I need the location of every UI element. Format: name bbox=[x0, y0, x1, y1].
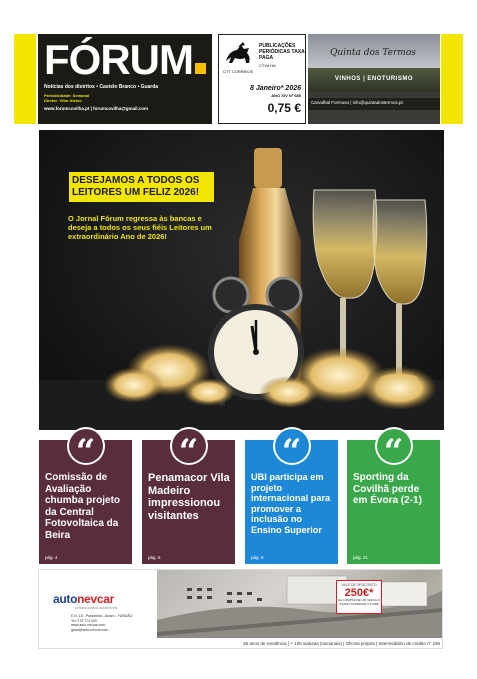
quote-icon: “ bbox=[172, 429, 206, 463]
issue-number: ANO XIV Nº 680 bbox=[271, 93, 301, 98]
hero-subhead: O Jornal Fórum regressa às bancas e deseja a todos os seus fiéis Leitores um extraordinário Ano de 2026! bbox=[68, 214, 212, 241]
newspaper-logo: FÓRUM bbox=[44, 38, 206, 82]
story-card[interactable] bbox=[347, 432, 440, 564]
yellow-accent-left bbox=[14, 34, 36, 124]
story-card[interactable] bbox=[39, 432, 132, 564]
story-card[interactable] bbox=[142, 432, 235, 564]
phone-line: Tel. 275 774 000 bbox=[71, 618, 97, 623]
postal-caption: CTT CORREIOS bbox=[223, 69, 254, 74]
hero-headline bbox=[69, 172, 214, 202]
website-email: www.forumcovilha.pt | forumcovilha@gmail.com bbox=[44, 106, 148, 111]
story-title: Comissão de Avaliação chumba projeto da Central Fotovoltaica da Beira bbox=[45, 472, 121, 541]
ad-contact: Carvalhal Formoso | info@quintadostermos.pt bbox=[311, 100, 403, 105]
quote-badge bbox=[375, 427, 413, 472]
ad-address bbox=[71, 614, 132, 632]
autonevcar-logo: autonevcar bbox=[53, 592, 115, 606]
story-page: pág. 5 bbox=[148, 555, 161, 560]
web-line: www.auto-nevcar.com bbox=[71, 623, 106, 628]
logo-block bbox=[38, 34, 212, 124]
director-label: Diretor: Vítor Aleixo bbox=[44, 98, 82, 103]
headline-line-1: DESEJAMOS A TODOS OS bbox=[72, 175, 200, 186]
postal-title: PUBLICAÇÕES PERIÓDICAS TAXA PAGA bbox=[259, 43, 305, 61]
promo-condition: NA COMPRA DE UM VEÍCULO USADO SUPERIOR A 5.000€ bbox=[337, 598, 381, 606]
logo-dot bbox=[195, 63, 206, 74]
dealership-aerial-photo bbox=[157, 570, 443, 638]
masthead bbox=[14, 34, 463, 124]
story-title: UBI participa em projeto internacional para promover a inclusão no Ensino Superior bbox=[251, 472, 331, 535]
yellow-accent-right bbox=[441, 34, 463, 124]
headline-line-2: LEITORES UM FELIZ 2026! bbox=[72, 187, 200, 198]
hero-image[interactable] bbox=[39, 130, 444, 430]
issue-date: 8 Janeiro* 2026 bbox=[250, 85, 301, 92]
aerial-photo-illustration bbox=[157, 570, 443, 638]
quote-badge bbox=[273, 427, 311, 472]
email-line: geral@auto-nevcar.com bbox=[71, 627, 109, 632]
issue-price: 0,75 € bbox=[267, 101, 301, 115]
postal-sub: CTVA HA bbox=[259, 63, 276, 68]
ad-footer-text: 35 anos de existência | + 100 viaturas (nacionais) | Oficina própria | Intermediário de crédito nº 236 bbox=[243, 641, 440, 646]
quote-badge bbox=[170, 427, 208, 472]
quote-icon: “ bbox=[377, 429, 411, 463]
issue-info-block bbox=[218, 34, 306, 124]
quinta-ad[interactable] bbox=[308, 34, 440, 124]
promo-top: VALE DE DESCONTO bbox=[341, 583, 377, 587]
quote-icon: “ bbox=[69, 429, 103, 463]
ad-brand-panel bbox=[39, 570, 157, 649]
autonevcar-ad[interactable] bbox=[38, 569, 443, 649]
ctt-horse-logo-icon bbox=[223, 41, 257, 67]
discount-badge bbox=[336, 580, 382, 614]
address-line: E.N. 18 - Paradinha - Alvaro - FUNDÃO bbox=[71, 614, 133, 618]
ad-footer bbox=[157, 638, 443, 649]
story-title: Penamacor Vila Madeiro impressionou visitantes bbox=[148, 472, 230, 522]
story-page: pág. 8 bbox=[251, 555, 264, 560]
story-title: Sporting da Covilhã perde em Évora (2-1) bbox=[353, 472, 422, 506]
story-card[interactable] bbox=[245, 432, 338, 564]
promo-value: 250€* bbox=[344, 587, 374, 599]
quote-icon: “ bbox=[275, 429, 309, 463]
story-page: pág. 21 bbox=[353, 555, 369, 560]
periodicity-label: Periodicidade: Semanal bbox=[44, 93, 90, 98]
tagline: Notícias dos distritos • Castelo Branco • Guarda bbox=[44, 84, 159, 90]
story-page: pág. 4 bbox=[45, 555, 58, 560]
quote-badge bbox=[67, 427, 105, 472]
brand-sub: concessionário automóveis bbox=[75, 606, 118, 610]
ad-title: VINHOS | ENOTURISMO bbox=[334, 76, 414, 82]
ad-script-logo: Quinta dos Termos bbox=[330, 48, 416, 58]
